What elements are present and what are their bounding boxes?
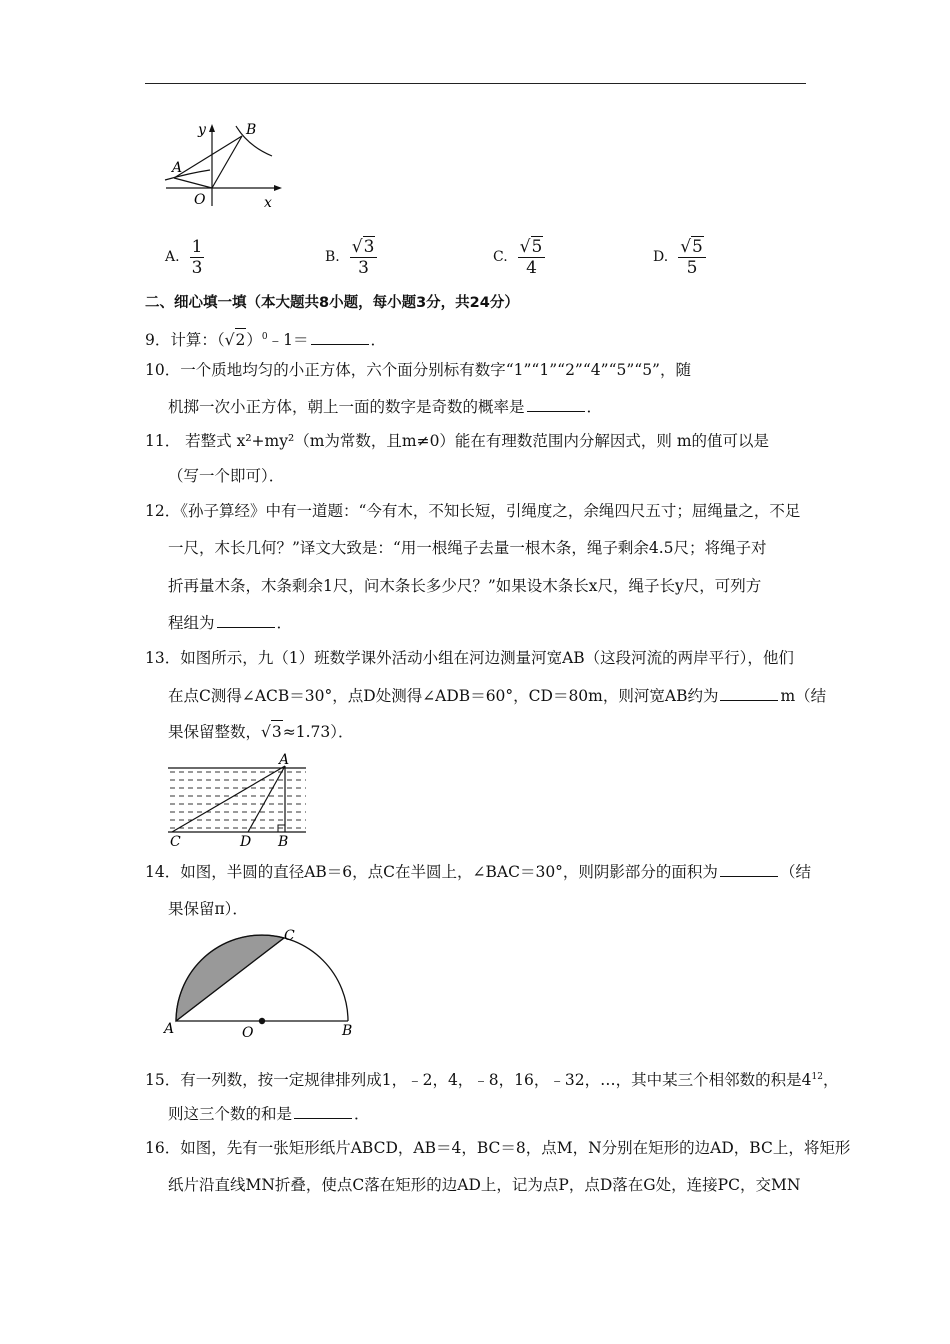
option-c[interactable]: C. √ 5 4: [493, 234, 545, 280]
label-B: B: [246, 122, 257, 138]
question-15-line-2: 则这三个数的和是 ．: [168, 1105, 370, 1123]
question-12-line-2: 一尺，木长几何？”译文大致是：“用一根绳子去量一根木条，绳子剩余4.5尺；将绳子对: [168, 539, 767, 557]
question-10-line-2: 机掷一次小正方体，朝上一面的数字是奇数的概率是 ．: [168, 398, 603, 416]
question-11-line-1: 11． 若整式 x²+my²（m为常数，且m≠0）能在有理数范围内分解因式，则 m的值可以是: [145, 432, 770, 450]
question-14-line-2: 果保留π）．: [168, 900, 248, 918]
question-9: 9．计算：（ √ 2 ）$^0$﹣1＝ ．: [145, 326, 386, 351]
label-O: O: [242, 1025, 254, 1040]
label-C: C: [170, 834, 181, 850]
sqrt-icon: √: [680, 237, 692, 257]
coordinate-figure: [160, 118, 290, 213]
section-heading: 二、细心填一填（本大题共8小题，每小题3分，共24分）: [145, 295, 519, 311]
question-16-line-2: 纸片沿直线MN折叠，使点C落在矩形的边AD上，记为点P，点D落在G处，连接PC，交MN: [168, 1176, 801, 1194]
header-rule: [145, 83, 806, 84]
question-10-line-1: 10．一个质地均匀的小正方体，六个面分别标有数字“1”“1”“2”“4”“5”“5”，随: [145, 361, 691, 379]
question-13-line-2: 在点C测得∠ACB＝30°，点D处测得∠ADB＝60°，CD＝80m，则河宽AB约为 m（结: [168, 687, 827, 705]
label-x: x: [264, 195, 272, 211]
label-A: A: [164, 1021, 175, 1037]
question-15-line-1: 15．有一列数，按一定规律排列成1，﹣2，4，﹣8，16，﹣32，…，其中某三个相邻数的积是$4^{12}$，: [145, 1071, 839, 1090]
label-C: C: [284, 928, 295, 944]
question-13-line-1: 13．如图所示，九（1）班数学课外活动小组在河边测量河宽AB（这段河流的两岸平行），他们: [145, 649, 794, 667]
sqrt-icon: √: [224, 331, 235, 350]
semicircle-figure: [160, 925, 370, 1040]
label-y: y: [198, 122, 206, 138]
label-O: O: [194, 192, 206, 208]
label-A: A: [279, 752, 290, 768]
question-12-line-1: 12．《孙子算经》中有一道题：“今有木，不知长短，引绳度之，余绳四尺五寸；屈绳量之，不足: [145, 502, 801, 520]
sqrt-icon: √: [261, 723, 271, 741]
question-16-line-1: 16．如图，先有一张矩形纸片ABCD，AB＝4，BC＝8，点M，N分别在矩形的边AD，BC上，将矩形: [145, 1139, 851, 1157]
sqrt-icon: √: [519, 237, 531, 257]
question-14-line-1: 14．如图，半圆的直径AB＝6，点C在半圆上，∠BAC＝30°，则阴影部分的面积为 （结: [145, 863, 811, 881]
answer-blank[interactable]: [720, 862, 778, 877]
question-13-line-3: 果保留整数， √ 3 ≈1.73）．: [168, 720, 354, 743]
label-A: A: [172, 160, 183, 176]
river-figure: [160, 752, 320, 850]
question-11-line-2: （写一个即可）．: [168, 467, 285, 485]
question-12-line-4: 程组为 ．: [168, 614, 293, 632]
label-B: B: [278, 834, 289, 850]
label-D: D: [240, 834, 252, 850]
answer-blank[interactable]: [720, 686, 778, 701]
answer-blank[interactable]: [294, 1104, 352, 1119]
question-12-line-3: 折再量木条，木条剩余1尺，问木条长多少尺？”如果设木条长x尺，绳子长y尺，可列方: [168, 577, 762, 595]
option-d[interactable]: D. √ 5 5: [653, 234, 706, 280]
answer-blank[interactable]: [311, 330, 369, 345]
option-b[interactable]: B. √ 3 3: [325, 234, 377, 280]
answer-blank[interactable]: [527, 397, 585, 412]
label-B: B: [342, 1023, 353, 1039]
answer-blank[interactable]: [217, 613, 275, 628]
option-a[interactable]: A. $\frac{1}{3}$: [165, 236, 203, 278]
sqrt-icon: √: [351, 237, 363, 257]
